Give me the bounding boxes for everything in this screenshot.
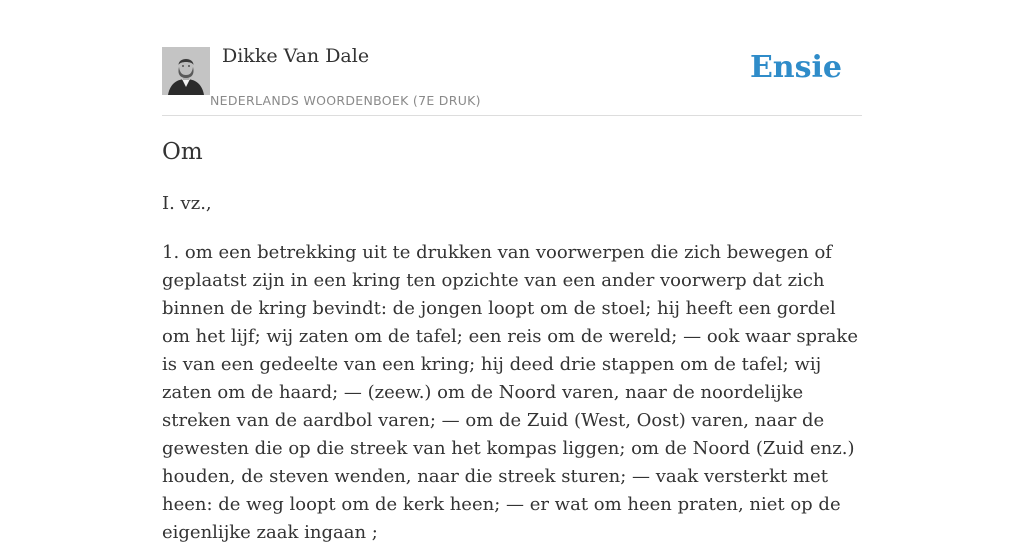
brand-logo-link[interactable]: Ensie: [749, 50, 842, 85]
definition-text: 1. om een betrekking uit te drukken van voorwerpen die zich bewegen of geplaatst zijn in een kring ten opzichte van een ander voorwerp dat zich binnen de kring bevindt: de jongen loopt om de stoel; hij heeft een gordel om het lijf; wij zaten om de tafel; een reis om de wereld; — ook waar sprake is van een gedeelte van een kring; hij deed drie stappen om de tafel; wij zaten om de haard; — (zeew.) om de Noord varen, naar de noordelijke streken van de aardbol varen; — om de Zuid (West, Oost) varen, naar de gewesten die op die streek van het kompas liggen; om de Noord (Zuid enz.) houden, de steven wenden, naar die streek sturen; — vaak versterkt met heen: de weg loopt om de kerk heen; — er wat om heen praten, niet op de eigenlijke zaak ingaan ;: [162, 242, 858, 543]
dictionary-title[interactable]: Dikke Van Dale: [222, 45, 370, 67]
portrait-avatar-icon[interactable]: [162, 47, 210, 95]
headword: Om: [162, 139, 203, 165]
dictionary-header: [162, 0, 862, 116]
entry-container: [162, 0, 862, 543]
dictionary-subtitle: NEDERLANDS WOORDENBOEK (7E DRUK): [210, 93, 481, 108]
part-of-speech: I. vz.,: [162, 193, 212, 214]
